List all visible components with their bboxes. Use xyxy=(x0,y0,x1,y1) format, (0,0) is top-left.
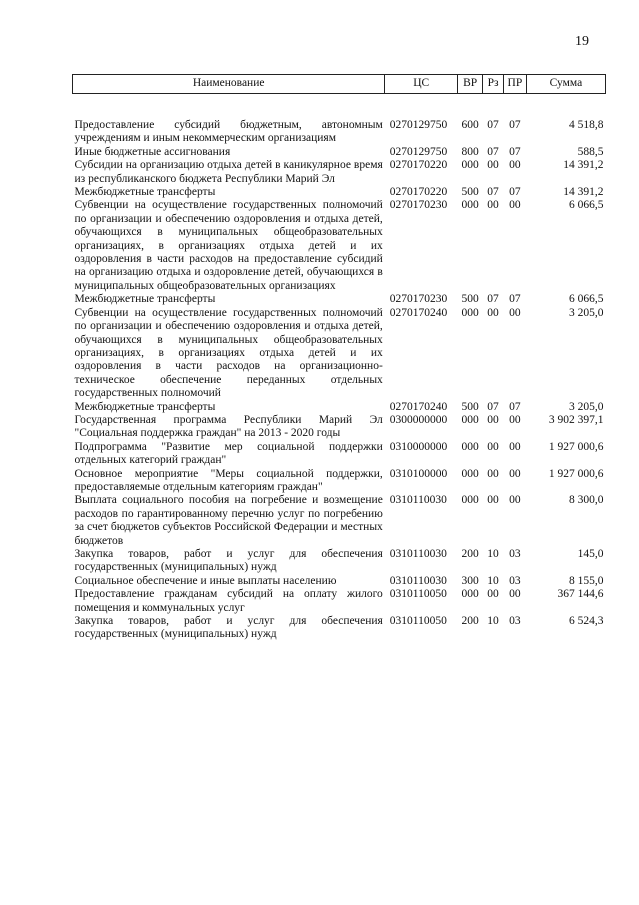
row-name: Субвенции на осуществление государственных полномочий по организации и обеспечению оздоровления и отдыха детей, обучающихся в муниципальных общеобразовательных организациях, в организациях отдыха детей и их оздоровления в части расходов на организационно-техническое обеспечение переданных отдельных государственных полномочий xyxy=(74,306,383,400)
table-header xyxy=(73,75,606,94)
row-rz: 07 xyxy=(487,186,499,199)
row-sum: 1 927 000,6 xyxy=(548,467,604,480)
row-name: Государственная программа Республики Марий Эл "Социальная поддержка граждан" на 2013 - 2020 годы xyxy=(74,413,383,440)
table-row xyxy=(73,94,606,146)
row-rz: 00 xyxy=(487,467,499,480)
row-cs: 0310110050 xyxy=(389,588,447,601)
row-sum: 6 066,5 xyxy=(569,199,604,212)
row-cs: 0270129750 xyxy=(389,119,448,131)
row-pr: 00 xyxy=(509,159,521,172)
row-sum: 367 144,6 xyxy=(557,588,604,601)
table-row xyxy=(73,186,606,199)
row-sum: 6 524,3 xyxy=(569,615,604,628)
row-sum: 14 391,2 xyxy=(563,159,604,172)
row-rz: 10 xyxy=(487,548,499,560)
row-sum: 145,0 xyxy=(577,548,604,560)
row-name: Межбюджетные трансферты xyxy=(74,293,216,306)
table-body xyxy=(73,94,606,642)
row-pr: 00 xyxy=(509,413,521,426)
row-pr: 00 xyxy=(509,494,521,507)
table-row xyxy=(73,575,606,588)
row-pr: 03 xyxy=(509,615,521,628)
row-cs: 0270170240 xyxy=(389,306,448,319)
table-row xyxy=(73,615,606,642)
row-sum: 1 927 000,6 xyxy=(548,440,604,453)
row-cs: 0310110030 xyxy=(389,548,447,560)
row-vr: 000 xyxy=(461,494,479,507)
header-vr: ВР xyxy=(458,75,483,94)
row-vr: 000 xyxy=(461,413,479,426)
row-name: Предоставление субсидий бюджетным, автономным учреждениям и иным некоммерческим организациям xyxy=(74,119,383,145)
row-pr: 07 xyxy=(509,119,521,131)
table-row xyxy=(73,548,606,575)
row-rz: 07 xyxy=(487,119,499,131)
table-row xyxy=(73,441,606,468)
table-row xyxy=(73,588,606,615)
row-name: Субвенции на осуществление государственных полномочий по организации и обеспечению оздоровления и отдыха детей, обучающихся в муниципальных общеобразовательных организациях, в организациях отдыха детей и их оздоровления в части расходов на предоставление субсидий на организацию отдыха и оздоровление детей, обучающихся в муниципальных общеобразовательных организациях xyxy=(74,199,383,292)
row-vr: 000 xyxy=(461,588,479,601)
row-cs: 0270170220 xyxy=(389,159,448,172)
row-sum: 8 155,0 xyxy=(569,574,604,587)
row-rz: 00 xyxy=(487,413,499,426)
row-pr: 00 xyxy=(509,440,521,453)
row-cs: 0310000000 xyxy=(389,440,448,453)
row-rz: 00 xyxy=(487,306,499,319)
row-rz: 07 xyxy=(487,145,499,158)
row-name: Иные бюджетные ассигнования xyxy=(74,145,231,158)
page-number: 19 xyxy=(575,34,589,49)
row-pr: 07 xyxy=(509,145,521,158)
row-rz: 10 xyxy=(487,574,499,587)
row-name: Закупка товаров, работ и услуг для обеспечения государственных (муниципальных) нужд xyxy=(74,615,383,641)
row-pr: 03 xyxy=(509,548,521,560)
header-cs: ЦС xyxy=(385,75,458,94)
row-pr: 00 xyxy=(509,306,521,319)
row-vr: 000 xyxy=(461,199,479,212)
row-pr: 03 xyxy=(509,574,521,587)
header-pr: ПР xyxy=(503,75,526,94)
row-rz: 00 xyxy=(487,440,499,453)
row-sum: 3 205,0 xyxy=(569,306,604,319)
row-name: Социальное обеспечение и иные выплаты населению xyxy=(74,574,337,587)
row-sum: 14 391,2 xyxy=(563,186,604,199)
row-rz: 00 xyxy=(487,588,499,601)
row-vr: 000 xyxy=(461,467,479,480)
row-pr: 07 xyxy=(509,293,521,306)
row-name: Межбюджетные трансферты xyxy=(74,186,216,199)
table-row xyxy=(73,199,606,293)
row-name: Субсидии на организацию отдыха детей в каникулярное время из республиканского бюджета Республики Марий Эл xyxy=(74,159,383,185)
table-row xyxy=(73,307,606,401)
row-vr: 000 xyxy=(461,440,479,453)
row-name: Предоставление гражданам субсидий на оплату жилого помещения и коммунальных услуг xyxy=(74,588,383,614)
row-cs: 0270170220 xyxy=(389,186,448,199)
row-name: Выплата социального пособия на погребение и возмещение расходов по гарантированному перечню услуг по погребению за счет бюджетов субъектов Российской Федерации и местных бюджетов xyxy=(74,494,383,547)
row-pr: 07 xyxy=(509,186,521,199)
row-name: Межбюджетные трансферты xyxy=(74,400,216,413)
row-vr: 000 xyxy=(461,159,479,172)
row-vr: 500 xyxy=(461,186,479,199)
row-pr: 00 xyxy=(509,588,521,601)
header-rz: Рз xyxy=(483,75,504,94)
row-sum: 588,5 xyxy=(577,145,604,158)
row-pr: 00 xyxy=(509,199,521,212)
row-vr: 000 xyxy=(461,306,479,319)
row-name: Основное мероприятие "Меры социальной поддержки, предоставляемые отдельным категориям граждан" xyxy=(74,467,383,493)
row-vr: 200 xyxy=(461,548,479,560)
row-name: Закупка товаров, работ и услуг для обеспечения государственных (муниципальных) нужд xyxy=(74,548,383,574)
row-cs: 0270170240 xyxy=(389,400,448,413)
row-sum: 8 300,0 xyxy=(569,494,604,507)
row-sum: 4 518,8 xyxy=(569,119,604,131)
row-vr: 200 xyxy=(461,615,479,628)
table-row xyxy=(73,401,606,414)
row-sum: 3 902 397,1 xyxy=(548,413,604,426)
row-vr: 300 xyxy=(461,574,479,587)
budget-table xyxy=(72,74,606,642)
row-pr: 00 xyxy=(509,467,521,480)
row-cs: 0310110030 xyxy=(389,494,447,507)
table-row xyxy=(73,468,606,495)
row-sum: 6 066,5 xyxy=(569,293,604,306)
row-cs: 0270170230 xyxy=(389,199,448,212)
row-cs: 0300000000 xyxy=(389,413,448,426)
row-cs: 0270129750 xyxy=(389,145,448,158)
header-sum: Сумма xyxy=(526,75,605,94)
row-rz: 10 xyxy=(487,615,499,628)
table-row xyxy=(73,293,606,306)
row-vr: 600 xyxy=(461,119,479,131)
row-cs: 0310100000 xyxy=(389,467,448,480)
table-row xyxy=(73,159,606,186)
row-cs: 0270170230 xyxy=(389,293,448,306)
row-pr: 07 xyxy=(509,400,521,413)
row-rz: 00 xyxy=(487,159,499,172)
row-sum: 3 205,0 xyxy=(569,400,604,413)
row-name: Подпрограмма "Развитие мер социальной поддержки отдельных категорий граждан" xyxy=(74,440,383,467)
row-vr: 500 xyxy=(461,293,479,306)
row-vr: 500 xyxy=(461,400,479,413)
row-rz: 00 xyxy=(487,494,499,507)
row-vr: 800 xyxy=(461,145,479,158)
table-row xyxy=(73,146,606,159)
row-rz: 07 xyxy=(487,293,499,306)
row-cs: 0310110050 xyxy=(389,615,447,628)
table-row xyxy=(73,494,606,548)
header-name: Наименование xyxy=(73,75,385,94)
table-row xyxy=(73,414,606,441)
row-rz: 07 xyxy=(487,400,499,413)
row-rz: 00 xyxy=(487,199,499,212)
row-cs: 0310110030 xyxy=(389,574,447,587)
